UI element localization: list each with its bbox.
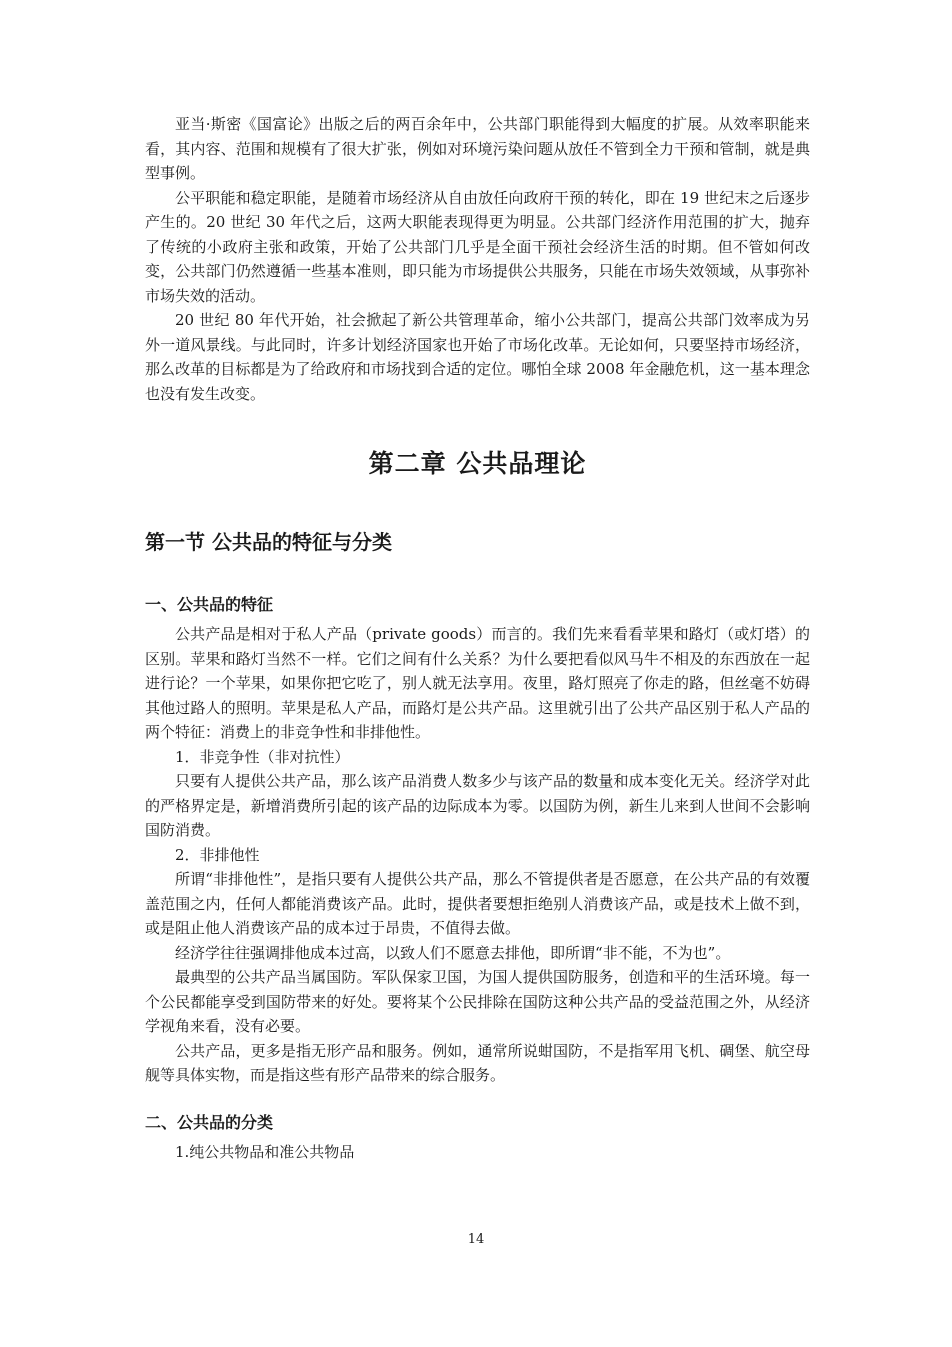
chapter-title: 第二章 公共品理论 bbox=[368, 449, 587, 478]
intro-paragraph-3: 20 世纪 80 年代开始，社会掀起了新公共管理革命，缩小公共部门，提高公共部门效率成为另外一道风景线。与此同时，许多计划经济国家也开始了市场化改革。无论如何，只要坚持市场经济，那么改革的目标都是为了给政府和市场找到合适的定位。哪怕全球 2008 年金融危机，这一基本理念也没有发生改变。 bbox=[145, 311, 810, 403]
section-title: 第一节 公共品的特征与分类 bbox=[145, 530, 392, 554]
intangible-products-paragraph: 公共产品，更多是指无形产品和服务。例如，通常所说蚶国防，不是指军用飞机、碉堡、航空母舰等具体实物，而是指这些有形产品带来的综合服务。 bbox=[145, 1041, 810, 1084]
national-defense-paragraph: 最典型的公共产品当属国防。军队保家卫国，为国人提供国防服务，创造和平的生活环境。每一个公民都能享受到国防带来的好处。要将某个公民排除在国防这种公共产品的受益范围之外，从经济学视角来看，没有必要。 bbox=[145, 968, 810, 1035]
non-rivalry-label: 1．非竞争性（非对抗性） bbox=[175, 747, 350, 766]
subsection-title-classification: 二、公共品的分类 bbox=[145, 1112, 274, 1132]
non-rivalry-paragraph: 只要有人提供公共产品，那么该产品消费人数多少与该产品的数量和成本变化无关。经济学对此的严格界定是，新增消费所引起的该产品的边际成本为零。以国防为例，新生儿来到人世间不会影响国防消费。 bbox=[145, 772, 810, 839]
intro-paragraph-1: 亚当·斯密《国富论》出版之后的两百余年中，公共部门职能得到大幅度的扩展。从效率职能来看，其内容、范围和规模有了很大扩张，例如对环境污染问题从放任不管到全力干预和管制，就是典型事例。 bbox=[145, 115, 810, 182]
features-paragraph: 公共产品是相对于私人产品（private goods）而言的。我们先来看看苹果和路灯（或灯塔）的区别。苹果和路灯当然不一样。它们之间有什么关系？为什么要把看似风马牛不相及的东西放在一起进行论？一个苹果，如果你把它吃了，别人就无法享用。夜里，路灯照亮了你走的路，但丝毫不妨碍其他过路人的照明。苹果是私人产品，而路灯是公共产品。这里就引出了公共产品区别于私人产品的两个特征：消费上的非竞争性和非排他性。 bbox=[145, 625, 810, 741]
classification-item-1: 1.纯公共物品和准公共物品 bbox=[175, 1142, 355, 1161]
page-number: 14 bbox=[467, 1232, 485, 1247]
document-page bbox=[145, 112, 810, 1164]
non-excludability-paragraph: 所谓“非排他性”，是指只要有人提供公共产品，那么不管提供者是否愿意，在公共产品的有效覆盖范围之内，任何人都能消费该产品。此时，提供者要想拒绝别人消费该产品，或是技术上做不到，或是阻止他人消费该产品的成本过于昂贵，不值得去做。 bbox=[145, 870, 810, 937]
subsection-title-features: 一、公共品的特征 bbox=[145, 595, 274, 614]
exclusion-cost-paragraph: 经济学往往强调排他成本过高，以致人们不愿意去排他，即所谓“非不能，不为也”。 bbox=[175, 943, 731, 962]
intro-paragraph-2: 公平职能和稳定职能，是随着市场经济从自由放任向政府干预的转化，即在 19 世纪末之后逐步产生的。20 世纪 30 年代之后，这两大职能表现得更为明显。公共部门经济作用范围的扩大，抛弃了传统的小政府主张和政策，开始了公共部门几乎是全面干预社会经济生活的时期。但不管如何改变，公共部门仍然遵循一些基本准则，即只能为市场提供公共服务，只能在市场失效领域，从事弥补市场失效的活动。 bbox=[145, 188, 810, 305]
non-excludability-label: 2．非排他性 bbox=[175, 845, 260, 864]
